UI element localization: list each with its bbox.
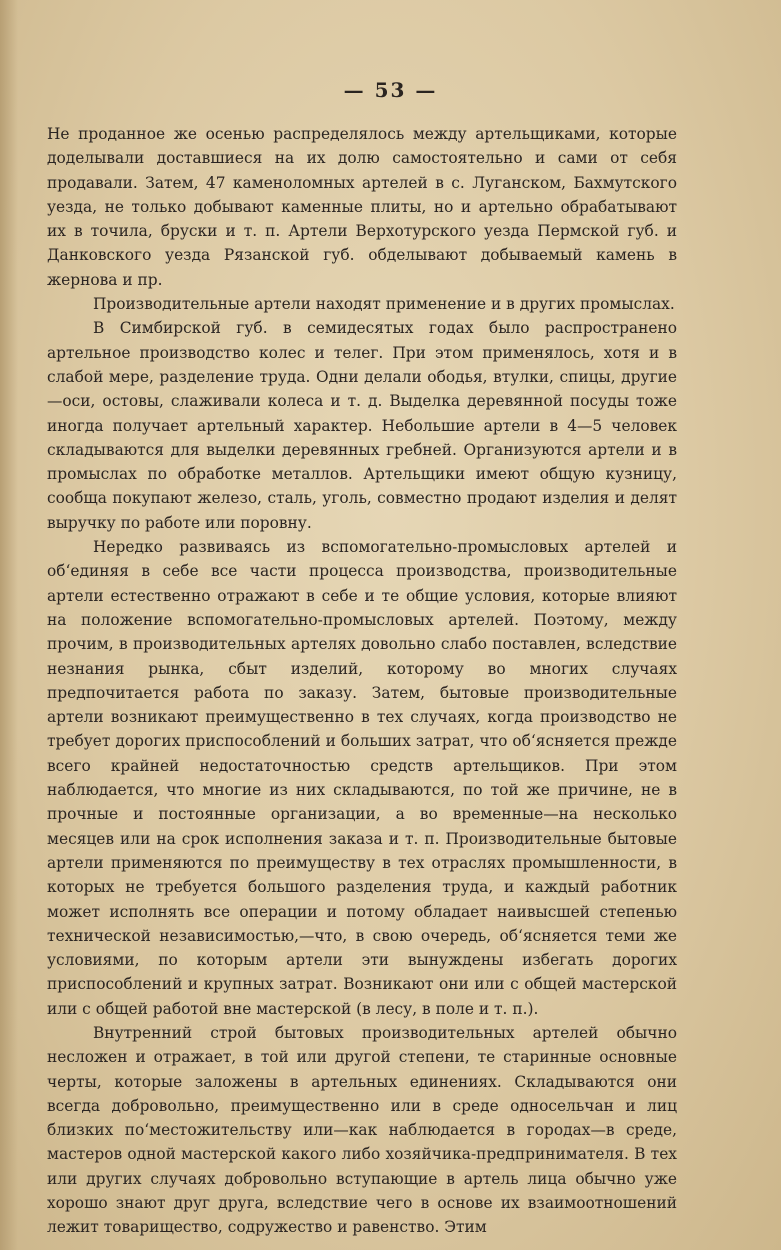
- page-number: — 53 —: [343, 78, 438, 102]
- paragraph-1: Не проданное же осенью распределялось между артельщиками, которые доделывали доставшиеся на их долю самостоятельно и сами от себя продавали. Затем, 47 каменоломных артелей в с. Луганском, Бахмутского уезда, не только добывают каменные плиты, но и артельно обрабатывают их в точила, бруски и т. п. Артели Верхотурского уезда Пермской губ. и Данковского уезда Рязанской губ. обделывают добываемый камень в жернова и пр.: [47, 125, 677, 289]
- page-edge-shadow: [0, 0, 18, 1250]
- body-text: [47, 122, 677, 1240]
- paragraph-5: Внутренний строй бытовых производительных артелей обычно несложен и отражает, в той или другой степени, те старинные основные черты, которые заложены в артельных единениях. Складываются они всегда добровольно, преимущественно или в среде односельчан и лиц близких по‘местожительству или—как наблюдается в городах—в среде, мастеров одной мастерской какого либо хозяйчика-предпринимателя. В тех или других случаях добровольно вступающие в артель лица обычно уже хорошо знают друг друга, вследствие чего в основе их взаимоотношений лежит товарищество, содружество и равенство. Этим: [47, 1023, 677, 1237]
- paragraph-3: В Симбирской губ. в семидесятых годах было распространено артельное производство колес и телег. При этом применялось, хотя и в слабой мере, разделение труда. Одни делали ободья, втулки, спицы, другие—оси, остовы, слаживали колеса и т. д. Выделка деревянной посуды тоже иногда получает артельный характер. Небольшие артели в 4—5 человек складываются для выделки деревянных гребней. Организуются артели и в промыслах по обработке металлов. Артельщики имеют общую кузницу, сообща покупают железо, сталь, уголь, совместно продают изделия и делят выручку по работе или поровну.: [47, 319, 677, 532]
- paragraph-2: Производительные артели находят применение и в других промыслах.: [93, 295, 675, 314]
- paragraph-4: Нередко развиваясь из вспомогательно-промысловых артелей и об‘единяя в себе все части процесса производства, производительные артели естественно отражают в себе и те общие условия, которые влияют на положение вспомогательно-промысловых артелей. Поэтому, между прочим, в производительных артелях довольно слабо поставлен, вследствие незнания рынка, сбыт изделий, которому во многих случаях предпочитается работа по заказу. Затем, бытовые производительные артели возникают преимущественно в тех случаях, когда производство не требует дорогих приспособлений и больших затрат, что об‘ясняется прежде всего крайней недостаточностью средств артельщиков. При этом наблюдается, что многие из них складываются, по той же причине, не в прочные и постоянные организации, а во временные—на несколько месяцев или на срок исполнения заказа и т. п. Производительные бытовые артели применяются по преимуществу в тех отраслях промышленности, в которых не требуется большого разделения труда, и каждый работник может исполнять все операции и потому обладает наивысшей степенью технической независимостью,—что, в свою очередь, об‘ясняется теми же условиями, по которым артели эти вынуждены избегать дорогих приспособлений и крупных затрат. Возникают они или с общей мастерской или с общей работой вне мастерской (в лесу, в поле и т. п.).: [47, 538, 677, 1018]
